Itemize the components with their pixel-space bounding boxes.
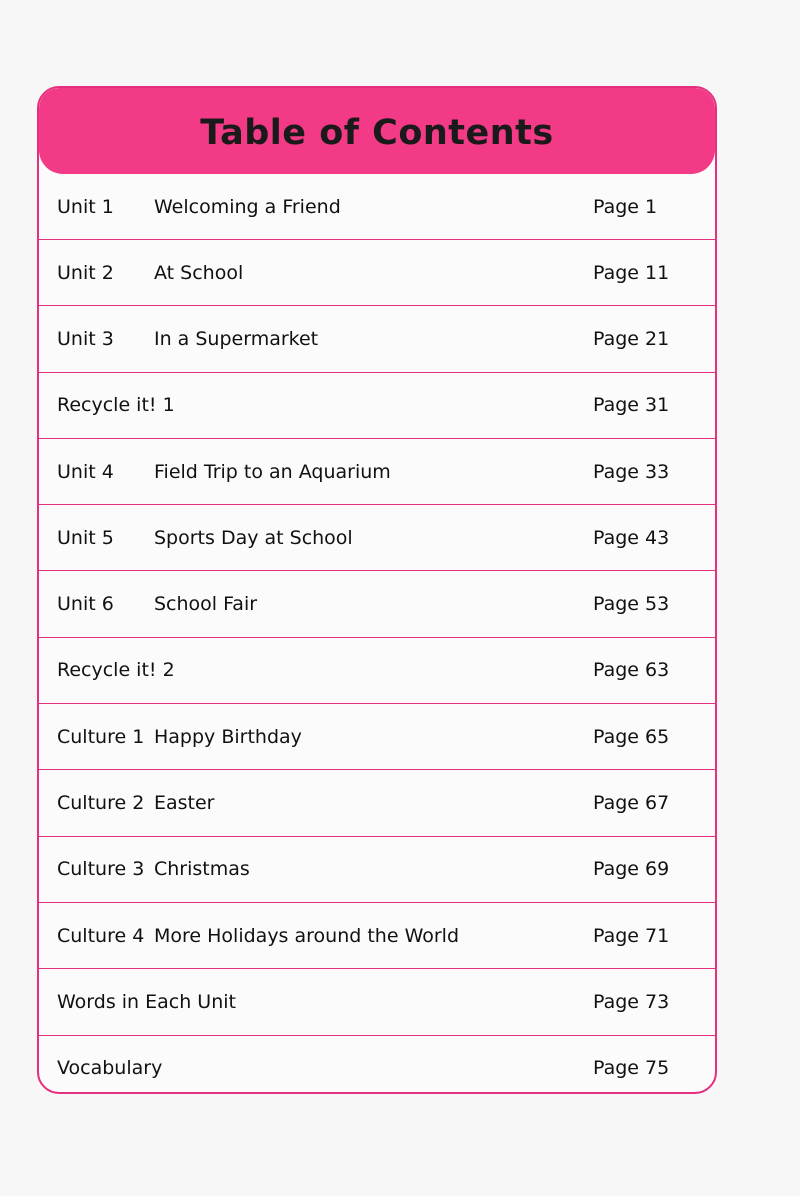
toc-row-label: Unit 4 <box>57 460 114 483</box>
toc-row-page: Page 73 <box>593 990 670 1013</box>
toc-row[interactable] <box>39 305 715 371</box>
toc-row-label: Vocabulary <box>57 1057 163 1080</box>
toc-row-title: Christmas <box>154 858 250 881</box>
toc-row[interactable] <box>39 372 715 438</box>
toc-row-title: More Holidays around the World <box>154 924 460 947</box>
toc-row[interactable] <box>39 836 715 902</box>
toc-row-label: Unit 3 <box>57 327 114 350</box>
toc-row-page: Page 63 <box>593 659 670 682</box>
toc-row-page: Page 1 <box>593 195 658 218</box>
toc-row[interactable] <box>39 703 715 769</box>
toc-row-label: Culture 3 <box>57 858 145 881</box>
toc-row-title: Welcoming a Friend <box>154 195 341 218</box>
toc-row-label: Recycle it! 2 <box>57 659 175 682</box>
toc-row[interactable] <box>39 174 715 239</box>
toc-row[interactable] <box>39 637 715 703</box>
toc-row-page: Page 31 <box>593 394 670 417</box>
toc-row-label: Words in Each Unit <box>57 990 236 1013</box>
toc-row-label: Culture 4 <box>57 924 145 947</box>
toc-row[interactable] <box>39 1035 715 1094</box>
toc-row-label: Recycle it! 1 <box>57 394 175 417</box>
toc-row[interactable] <box>39 902 715 968</box>
toc-row[interactable] <box>39 438 715 504</box>
toc-row-page: Page 67 <box>593 792 670 815</box>
toc-header <box>39 88 715 174</box>
toc-row-title: At School <box>154 261 244 284</box>
toc-row-label: Unit 5 <box>57 526 114 549</box>
toc-row-title: Easter <box>154 792 215 815</box>
toc-row[interactable] <box>39 769 715 835</box>
page-title: Table of Contents <box>200 113 554 153</box>
toc-row-page: Page 69 <box>593 858 670 881</box>
toc-row-title: School Fair <box>154 593 258 616</box>
toc-row-page: Page 53 <box>593 593 670 616</box>
toc-row-page: Page 33 <box>593 460 670 483</box>
toc-row-page: Page 11 <box>593 261 670 284</box>
toc-row[interactable] <box>39 968 715 1034</box>
toc-row-page: Page 21 <box>593 327 670 350</box>
toc-row[interactable] <box>39 239 715 305</box>
toc-row-label: Unit 2 <box>57 261 114 284</box>
toc-row-title: Happy Birthday <box>154 725 302 748</box>
toc-row-label: Unit 1 <box>57 195 114 218</box>
toc-row-title: Field Trip to an Aquarium <box>154 460 391 483</box>
toc-row-label: Culture 2 <box>57 792 145 815</box>
toc-row-page: Page 71 <box>593 924 670 947</box>
toc-row-label: Culture 1 <box>57 725 145 748</box>
toc-row-title: Sports Day at School <box>154 526 353 549</box>
toc-row-page: Page 65 <box>593 725 670 748</box>
toc-row-label: Unit 6 <box>57 593 114 616</box>
table-of-contents <box>37 86 717 1094</box>
toc-list <box>39 174 715 1094</box>
toc-row[interactable] <box>39 504 715 570</box>
toc-row-title: In a Supermarket <box>154 327 319 350</box>
toc-row-page: Page 75 <box>593 1057 670 1080</box>
toc-row[interactable] <box>39 570 715 636</box>
toc-row-page: Page 43 <box>593 526 670 549</box>
